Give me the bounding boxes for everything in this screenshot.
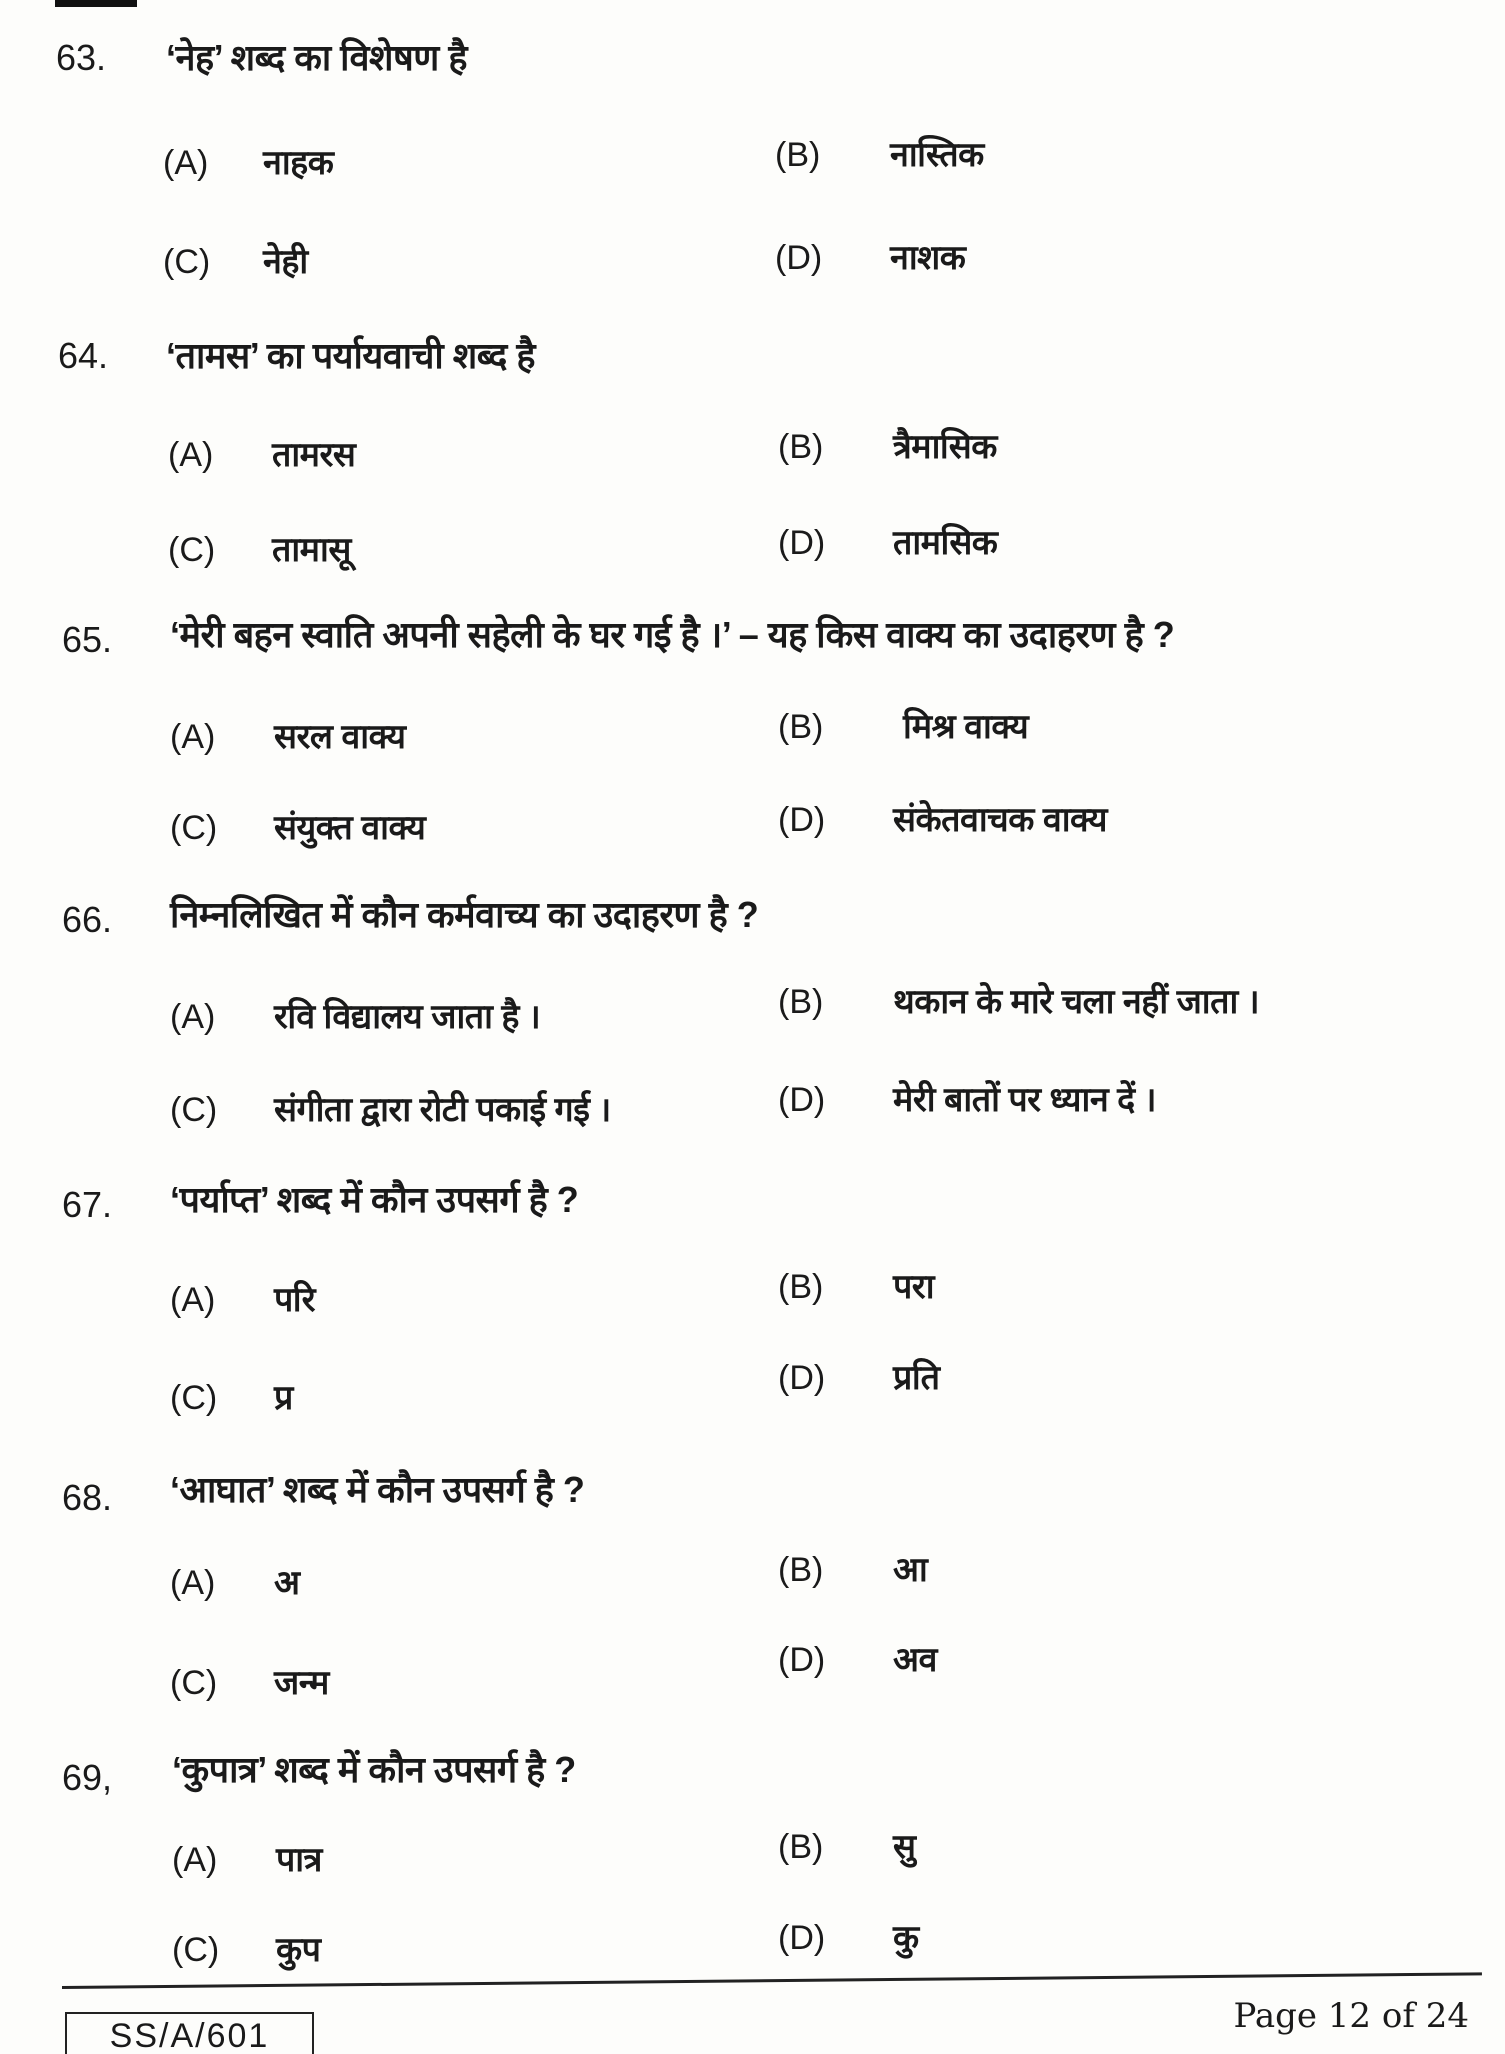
option-label: (D) [778,1359,826,1397]
option-text: नास्तिक [890,136,984,174]
question-text: ‘पर्याप्त’ शब्द में कौन उपसर्ग है ? [170,1179,579,1220]
option-text: नाशक [890,239,966,277]
option-label: (C) [170,809,218,847]
question-text: ‘नेह’ शब्द का विशेषण है [166,37,467,78]
option-text: कु [893,1919,919,1957]
option-d[interactable] [775,238,965,278]
option-label: (C) [168,531,216,569]
option-b[interactable] [778,1827,915,1867]
option-c[interactable] [170,1090,611,1130]
option-text: मेरी बातों पर ध्यान दें । [893,1081,1157,1119]
option-label: (D) [778,524,826,562]
page-number: Page 12 of 24 [1233,1996,1469,2036]
option-text: सु [893,1828,916,1866]
option-text: परि [274,1281,316,1319]
option-label: (B) [778,708,824,746]
option-text: संगीता द्वारा रोटी पकाई गई । [274,1091,611,1129]
option-c[interactable] [170,1378,293,1418]
option-label: (A) [172,1841,218,1879]
option-label: (A) [168,436,214,474]
option-c[interactable] [170,808,425,848]
option-a[interactable] [172,1840,322,1880]
option-a[interactable] [170,717,406,757]
option-b[interactable] [778,1267,934,1307]
footer-divider [62,1972,1482,1989]
option-b[interactable] [778,982,1259,1022]
option-label: (A) [163,144,209,182]
question-text: ‘आघात’ शब्द में कौन उपसर्ग है ? [170,1469,585,1510]
top-edge-bar [55,0,137,7]
option-text: नाहक [263,144,334,182]
option-b[interactable] [778,427,997,467]
option-b[interactable] [775,135,984,175]
option-c[interactable] [163,242,308,282]
paper-code: SS/A/601 [65,2012,314,2054]
option-text: संकेतवाचक वाक्य [893,801,1107,839]
option-d[interactable] [778,1918,919,1958]
option-label: (D) [778,1081,826,1119]
option-label: (A) [170,1564,216,1602]
option-c[interactable] [172,1930,320,1970]
option-text: कुप [276,1931,321,1969]
option-text: पात्र [276,1841,322,1879]
option-text: आ [893,1551,928,1589]
question-number: 66. [62,899,113,940]
option-a[interactable] [170,1280,315,1320]
option-text: तामसिक [893,524,998,562]
option-text: अ [274,1564,300,1602]
option-d[interactable] [778,523,997,563]
option-text: प्र [274,1379,293,1417]
option-label: (A) [170,718,216,756]
option-text: नेही [263,243,308,281]
option-label: (D) [778,801,826,839]
option-a[interactable] [170,1563,299,1603]
option-a[interactable] [168,435,355,475]
option-text: त्रैमासिक [893,428,997,466]
option-text: सरल वाक्य [274,718,406,756]
option-label: (B) [778,1268,824,1306]
option-label: (A) [170,998,216,1036]
option-text: तामरस [272,436,356,474]
option-label: (C) [170,1664,218,1702]
option-text: जन्म [274,1664,329,1702]
option-label: (D) [778,1919,826,1957]
option-text: रवि विद्यालय जाता है । [274,998,541,1036]
option-label: (D) [775,239,823,277]
option-text: संयुक्त वाक्य [274,809,426,847]
option-label: (B) [775,136,821,174]
option-d[interactable] [778,800,1107,840]
option-label: (C) [163,243,211,281]
option-c[interactable] [170,1663,329,1703]
option-label: (C) [172,1931,220,1969]
option-d[interactable] [778,1080,1156,1120]
option-label: (C) [170,1091,218,1129]
question-text: ‘मेरी बहन स्वाति अपनी सहेली के घर गई है ।’ – यह किस वाक्य का उदाहरण है ? [170,614,1175,655]
option-label: (C) [170,1379,218,1417]
option-text: अव [893,1641,937,1679]
option-text: मिश्र वाक्य [903,708,1029,746]
question-number: 65. [62,619,113,660]
question-number: 63. [56,37,107,78]
option-label: (A) [170,1281,216,1319]
option-d[interactable] [778,1640,937,1680]
option-label: (B) [778,428,824,466]
option-b[interactable] [778,1550,927,1590]
question-text: ‘कुपात्र’ शब्द में कौन उपसर्ग है ? [172,1749,576,1790]
question-text: ‘तामस’ का पर्यायवाची शब्द है [166,335,535,376]
question-number: 69, [62,1757,113,1798]
question-number: 64. [58,335,109,376]
option-label: (B) [778,1551,824,1589]
option-a[interactable] [170,997,540,1037]
option-b[interactable] [778,707,1028,747]
option-text: तामासू [272,531,351,569]
option-text: प्रति [893,1359,940,1397]
question-number: 67. [62,1184,113,1225]
question-number: 68. [62,1477,113,1518]
option-d[interactable] [778,1358,940,1398]
question-text: निम्नलिखित में कौन कर्मवाच्य का उदाहरण है ? [170,894,759,935]
option-text: परा [893,1268,935,1306]
option-c[interactable] [168,530,351,570]
option-label: (B) [778,1828,824,1866]
option-a[interactable] [163,143,333,183]
option-label: (D) [778,1641,826,1679]
option-label: (B) [778,983,824,1021]
option-text: थकान के मारे चला नहीं जाता । [893,983,1260,1021]
